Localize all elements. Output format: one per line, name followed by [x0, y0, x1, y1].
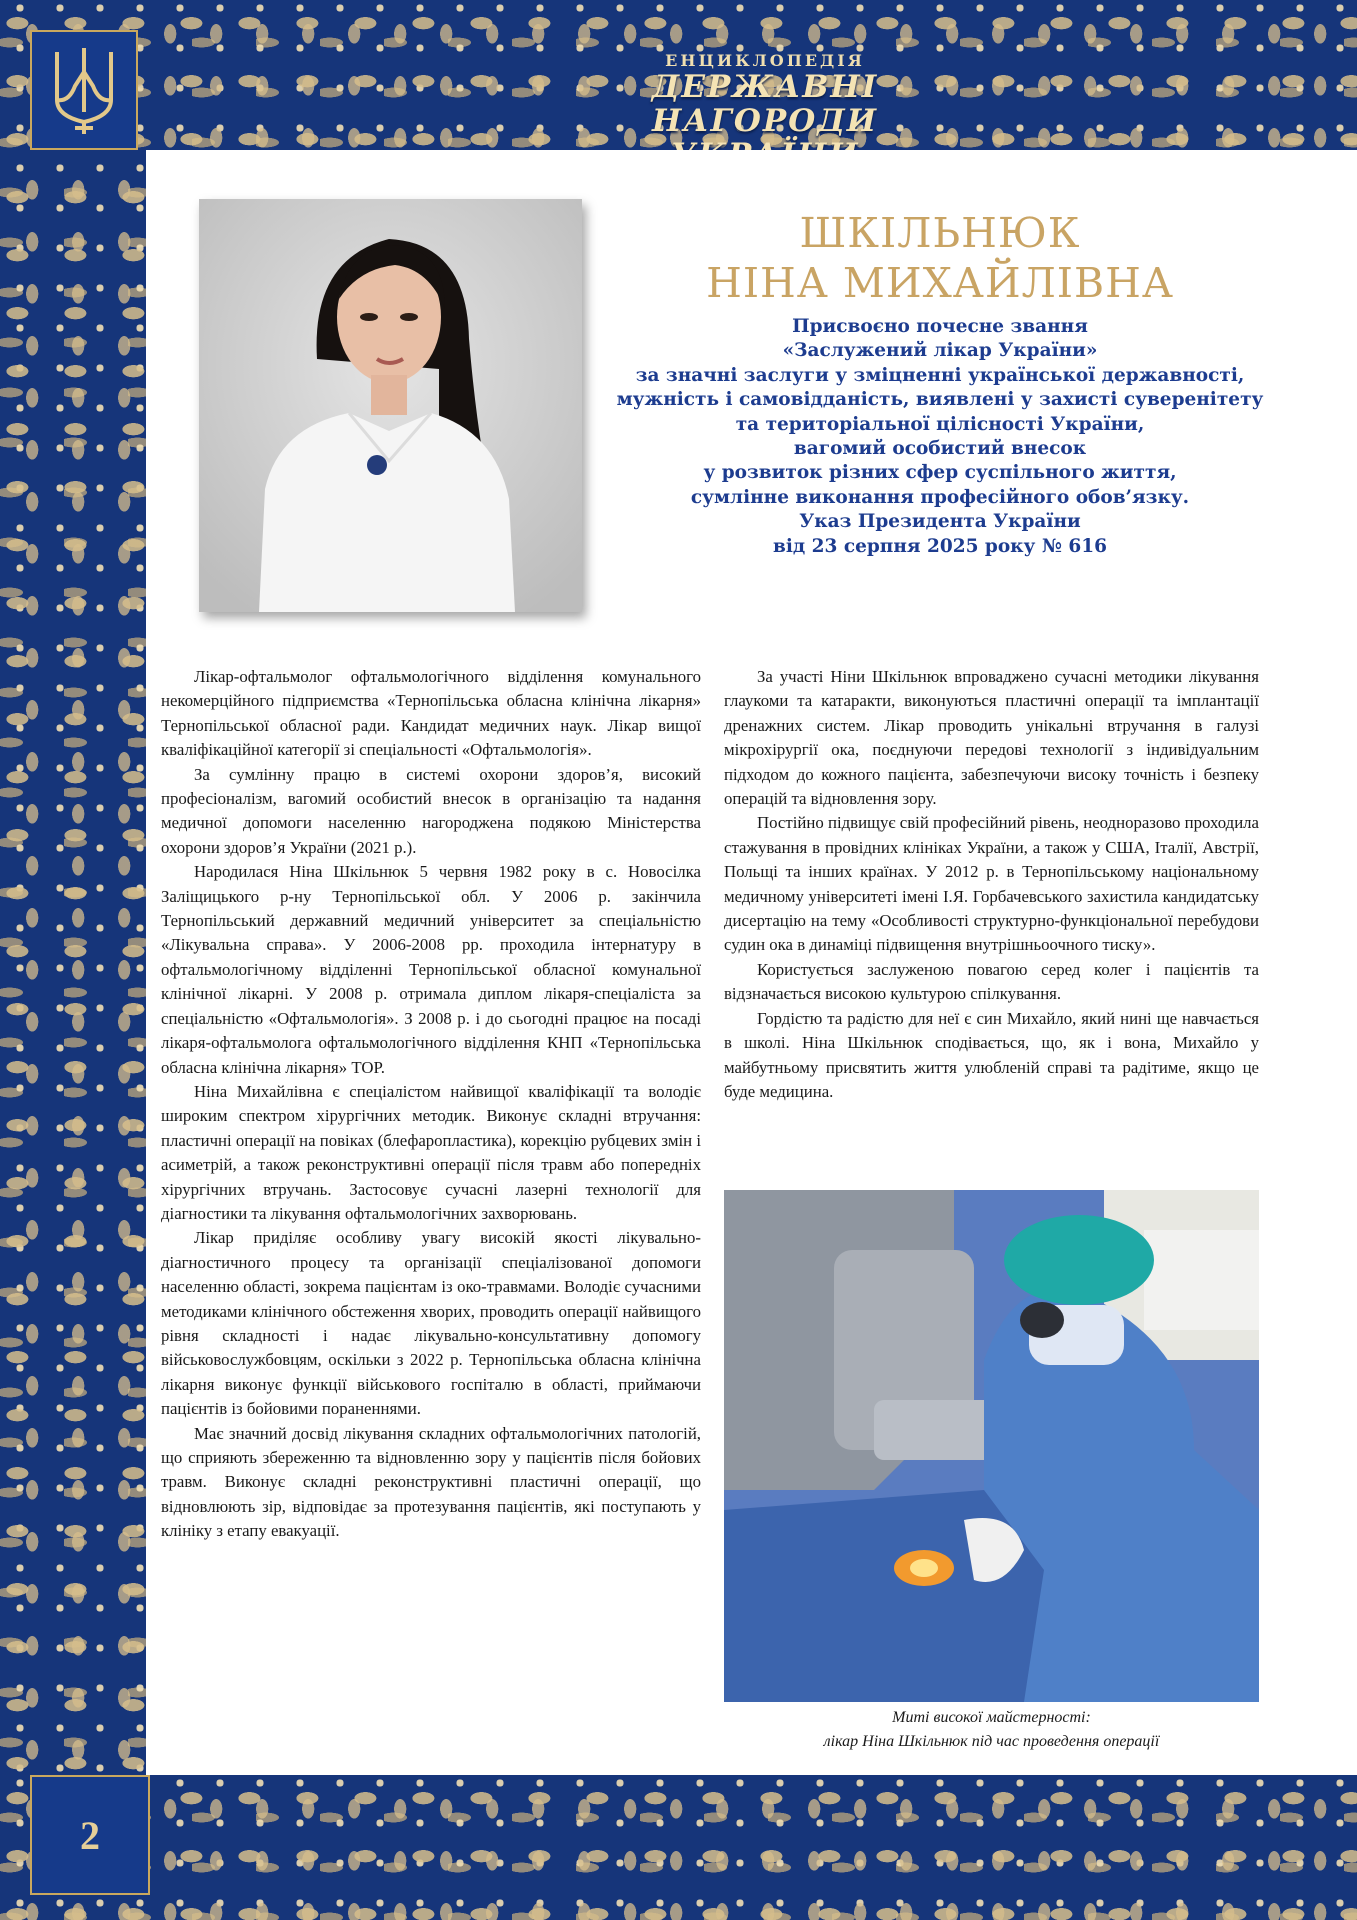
- paragraph: За участі Ніни Шкільнюк впроваджено сучасні методики лікування глаукоми та катаракти, виконуються пластичні операції та імплантації дренажних систем. Лікар проводить унікальні втручання в галузі мікрохірургії ока, поєднуючи передові технології з індивідуальним підходом до кожного пацієнта, забезпечуючи високу точність і безпеку операцій та відновлення зору.: [724, 667, 1259, 809]
- person-surname: ШКІЛЬНЮК: [799, 209, 1081, 257]
- paragraph: Гордістю та радістю для неї є син Михайло, який нині ще навчається в школі. Ніна Шкільнюк сподівається, що, як і вона, Михайло у майбутньому присвятить життя улюбленій справі та радітиме, якщо це буде медицина.: [724, 1008, 1259, 1101]
- award-line: у розвиток різних сфер суспільного життя,: [703, 462, 1177, 484]
- award-line: мужність і самовідданість, виявлені у захисті суверенітету: [616, 389, 1264, 411]
- caption-line: лікар Ніна Шкільнюк під час проведення операції: [823, 1733, 1160, 1750]
- header-banner: [550, 52, 980, 150]
- paragraph: Користується заслуженою повагою серед колег і пацієнтів та відзначається високою культурою спілкування.: [724, 959, 1259, 1004]
- award-line: та територіальної цілісності України,: [735, 413, 1145, 435]
- award-line: від 23 серпня 2025 року № 616: [772, 535, 1107, 557]
- award-line: Присвоєно почесне звання: [792, 316, 1088, 337]
- article-column-right: [724, 665, 1259, 1104]
- page-number: 2: [80, 1812, 100, 1858]
- tryzub-icon: [49, 42, 119, 138]
- paragraph: Лікар-офтальмолог офтальмологічного відділення комунального некомерційного підприємства «Тернопільська обласна клінічна лікарня» Тернопільської обласної ради. Кандидат медичних наук. Лікар вищої кваліфікаційної категорії зі спеціальності «Офтальмологія».: [161, 667, 701, 760]
- paragraph: Постійно підвищує свій професійний рівень, неодноразово проходила стажування в провідних клініках України, а також у США, Італії, Австрії, Польщі та інших країнах. У 2012 р. в Тернопільському національному медичному університеті імені І.Я. Горбачевського захистила кандидатську дисертацію на тему «Особливості структурно-функціональної перебудови судин ока в динаміці підвищення внутрішньоочного тиску».: [724, 813, 1259, 955]
- series-label: ЕНЦИКЛОПЕДІЯ: [665, 51, 865, 70]
- ornament-border-left: [0, 0, 146, 1920]
- award-text: [600, 315, 1280, 559]
- person-given-names: НІНА МИХАЙЛІВНА: [706, 259, 1174, 307]
- banner-title-line1: ДЕРЖАВНІ НАГОРОДИ: [651, 69, 879, 139]
- paragraph: Ніна Михайлівна є спеціалістом найвищої кваліфікації та володіє широким спектром хірургічних методик. Виконує складні втручання: пластичні операції на повіках (блефаропластика), корекцію рубцевих змін і асиметрій, а також реконструктивні операції після травм або попередніх хірургічних втручань. Застосовує сучасні лазерні технології для діагностики та лікування офтальмологічних захворювань.: [161, 1081, 701, 1223]
- award-line: сумлінне виконання професійного обов’язку.: [690, 486, 1190, 508]
- award-line: Указ Президента України: [799, 511, 1081, 533]
- photo-caption: [724, 1706, 1259, 1754]
- paragraph: За сумлінну працю в системі охорони здоров’я, високий професіоналізм, вагомий особистий внесок в організацію та надання медичної допомоги населенню нагороджена подякою Міністерства охорони здоров’я України (2021 р.).: [161, 764, 701, 857]
- operation-photo: [724, 1190, 1259, 1702]
- paragraph: Має значний досвід лікування складних офтальмологічних патологій, що сприяють збереженню та відновленню зору у пацієнтів після бойових травм. Виконує складні реконструктивні пластичні операції, що відновлюють зір, відповідає за протезування пацієнтів, які поступають у клініку з етапу евакуації.: [161, 1423, 701, 1541]
- paragraph: Народилася Ніна Шкільнюк 5 червня 1982 року в с. Новосілка Заліщицького р-ну Тернопільської обл. У 2006 р. закінчила Тернопільський державний медичний університет за спеціальністю «Лікувальна справа». У 2006-2008 рр. проходила інтернатуру в офтальмологічному відділенні Тернопільської обласної комунальної клінічної лікарні. У 2008 р. отримала диплом лікаря-спеціаліста за спеціальністю «Офтальмологія». З 2008 р. і до сьогодні працює на посаді лікаря-офтальмолога офтальмологічного відділення КНП «Тернопільська обласна клінічна лікарня» ТОР.: [161, 862, 701, 1077]
- emblem-box: [30, 30, 138, 150]
- ornament-border-bottom: [0, 1775, 1357, 1920]
- award-line: вагомий особистий внесок: [793, 438, 1087, 460]
- page-number-box: [30, 1775, 150, 1895]
- paragraph: Лікар приділяє особливу увагу високій якості лікувально-діагностичного процесу та організації спеціалізованої допомоги населенню області, зокрема пацієнтам із око-травмами. Володіє сучасними методиками клінічного обстеження хворих, проводить операції найвищого рівня складності і надає лікувально-консультативну допомогу військовослужбовцям, оскільки з 2022 р. Тернопільська обласна клінічна лікарня виконує функції військового госпіталю в області, приймаючи пацієнтів із бойовими пораненнями.: [161, 1228, 701, 1419]
- portrait-photo: [199, 199, 582, 612]
- article-column-left: [161, 665, 701, 1544]
- caption-line: Миті високої майстерності:: [892, 1709, 1091, 1726]
- person-name: [640, 208, 1240, 308]
- award-line: за значні заслуги у зміцненні української державності,: [635, 364, 1245, 386]
- award-line: «Заслужений лікар України»: [782, 340, 1098, 362]
